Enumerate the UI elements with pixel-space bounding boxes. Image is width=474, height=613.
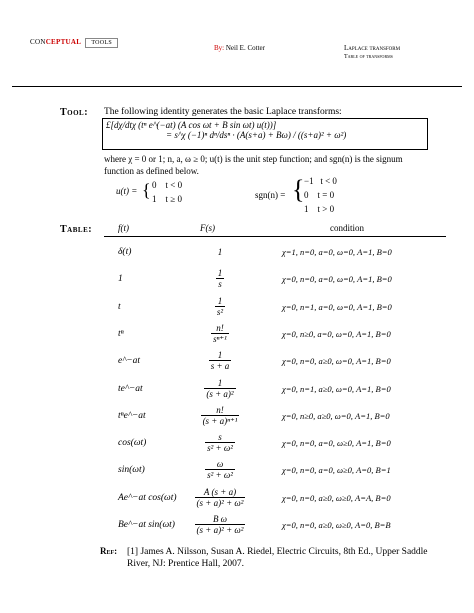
logo (30, 38, 118, 48)
row-F-value (180, 378, 260, 399)
row-condition: χ=0, n=0, a=0, ω=0, A=1, B=0 (282, 274, 392, 284)
fraction-numerator: 1 (215, 296, 225, 307)
row-f-value: Ae^−at cos(ωt) (118, 493, 177, 503)
sgn-case-1: −1 t < 0 (304, 176, 337, 186)
sgn-case-2: 0 t = 0 (304, 190, 335, 200)
by-label: By: (214, 44, 225, 52)
row-F-value (180, 268, 260, 289)
laplace-identity (106, 120, 424, 148)
fraction-denominator: s (218, 279, 222, 289)
row-f-value: sin(ωt) (118, 465, 145, 475)
ref-label: Ref: (100, 546, 118, 556)
fraction-numerator: A (s + a) (195, 487, 246, 498)
table-label: Table: (60, 224, 93, 235)
fraction (205, 432, 235, 453)
tool-label: Tool: (60, 107, 89, 118)
row-F-value (180, 514, 260, 535)
logo-text-left: CON (30, 38, 46, 46)
col-header-f: f(t) (118, 223, 129, 233)
col-header-condition: condition (330, 223, 364, 233)
fraction-denominator: sⁿ⁺¹ (213, 334, 227, 344)
row-condition: χ=0, n=0, a≥0, ω=0, A=1, B=0 (282, 356, 391, 366)
row-condition: χ=0, n=0, a≥0, ω≥0, A=A, B=0 (282, 493, 391, 503)
fraction (195, 514, 246, 535)
fraction (211, 323, 229, 345)
row-f-value: cos(ωt) (118, 438, 147, 448)
logo-tools-box: TOOLS (85, 38, 118, 48)
author-line (214, 44, 265, 52)
fraction (209, 350, 232, 371)
fraction-numerator: 1 (217, 268, 223, 278)
fraction-numerator: ω (205, 459, 235, 470)
formula-lhs: £[dχ/dtχ (tⁿ e^(−at) (A cos ωt + B sin ωt) u(t))] (106, 120, 277, 130)
fraction-denominator: s² (216, 307, 224, 317)
fraction-denominator: (s + a)² + ω² (196, 525, 244, 535)
fraction-numerator: n! (201, 405, 240, 416)
sgn-name: sgn(n) = (255, 190, 286, 200)
doc-title-block (344, 44, 400, 62)
fraction (195, 487, 246, 508)
table-header-rule (104, 236, 446, 237)
row-f-value: 1 (118, 274, 123, 284)
logo-text-mid: CEPTUAL (45, 38, 82, 46)
formula-rhs: = s^χ (−1)ⁿ dⁿ/dsⁿ · (A(s+a) + Bω) / ((s+a)² + ω²) (166, 130, 347, 140)
row-f-value: t (118, 302, 121, 312)
row-f-value: e^−at (118, 356, 141, 366)
row-F-value (180, 487, 260, 508)
row-F-value (180, 350, 260, 371)
row-condition: χ=0, n=0, a≥0, ω≥0, A=0, B=B (282, 520, 391, 530)
fraction (216, 268, 225, 289)
row-condition: χ=0, n=0, a=0, ω≥0, A=0, B=1 (282, 465, 391, 475)
fraction-numerator: s (205, 432, 235, 443)
row-f-value: Be^−at sin(ωt) (118, 520, 175, 530)
row-f-value: te^−at (118, 384, 143, 394)
sgn-case-3: 1 t > 0 (304, 204, 335, 214)
row-F-value: 1 (217, 247, 223, 257)
fraction-numerator: 1 (204, 378, 235, 389)
row-F-value (180, 323, 260, 345)
fraction-numerator: 1 (209, 350, 232, 361)
unit-step-case-1: 0 t < 0 (152, 180, 183, 190)
row-condition: χ=0, n=1, a=0, ω=0, A=1, B=0 (282, 302, 392, 312)
fraction-numerator: B ω (195, 514, 246, 525)
fraction-denominator: (s + a)² (206, 389, 234, 399)
row-condition: χ=0, n≥0, a≥0, ω=0, A=1, B=0 (282, 411, 390, 421)
col-header-F: F(s) (200, 223, 215, 233)
unit-step-case-2: 1 t ≥ 0 (152, 194, 182, 204)
fraction-numerator: n! (211, 323, 229, 334)
where-text: where χ = 0 or 1; n, a, ω ≥ 0; u(t) is the unit step function; and sgn(n) is the signum function as defined below. (104, 154, 403, 176)
header-divider (12, 86, 462, 87)
doc-subtitle: Table of transforms (344, 54, 393, 60)
row-F-value (180, 405, 260, 427)
unit-step-name: u(t) = (116, 186, 138, 196)
row-f-value: tⁿe^−at (118, 411, 146, 421)
row-F-value (180, 459, 260, 480)
row-f-value: tⁿ (118, 329, 124, 339)
author-name: Neil E. Cotter (225, 44, 265, 52)
reference-text: [1] James A. Nilsson, Susan A. Riedel, Electric Circuits, 8th Ed., Upper Saddle River, NJ: Prentice Hall, 2007. (127, 547, 428, 569)
row-condition: χ=0, n≥0, a=0, ω=0, A=1, B=0 (282, 329, 391, 339)
row-F-value (180, 432, 260, 453)
fraction (215, 296, 225, 317)
tool-intro: The following identity generates the basic Laplace transforms: (104, 107, 342, 117)
row-F-value (180, 296, 260, 317)
row-condition: χ=0, n=0, a=0, ω≥0, A=1, B=0 (282, 438, 391, 448)
fraction (205, 459, 235, 480)
fraction-denominator: s² + ω² (207, 443, 233, 453)
row-condition: χ=0, n=1, a≥0, ω=0, A=1, B=0 (282, 384, 391, 394)
doc-title: Laplace transform (344, 44, 401, 52)
row-f-value: δ(t) (118, 247, 132, 257)
fraction-denominator: s + a (210, 361, 230, 371)
fraction-denominator: (s + a)ⁿ⁺¹ (202, 416, 238, 426)
unit-step-brace: { (142, 180, 151, 200)
fraction (204, 378, 235, 399)
sgn-brace: { (292, 175, 305, 204)
fraction-denominator: (s + a)² + ω² (196, 498, 244, 508)
fraction (201, 405, 240, 427)
row-condition: χ=1, n=0, a=0, ω=0, A=1, B=0 (282, 247, 392, 257)
fraction-denominator: s² + ω² (207, 470, 233, 480)
